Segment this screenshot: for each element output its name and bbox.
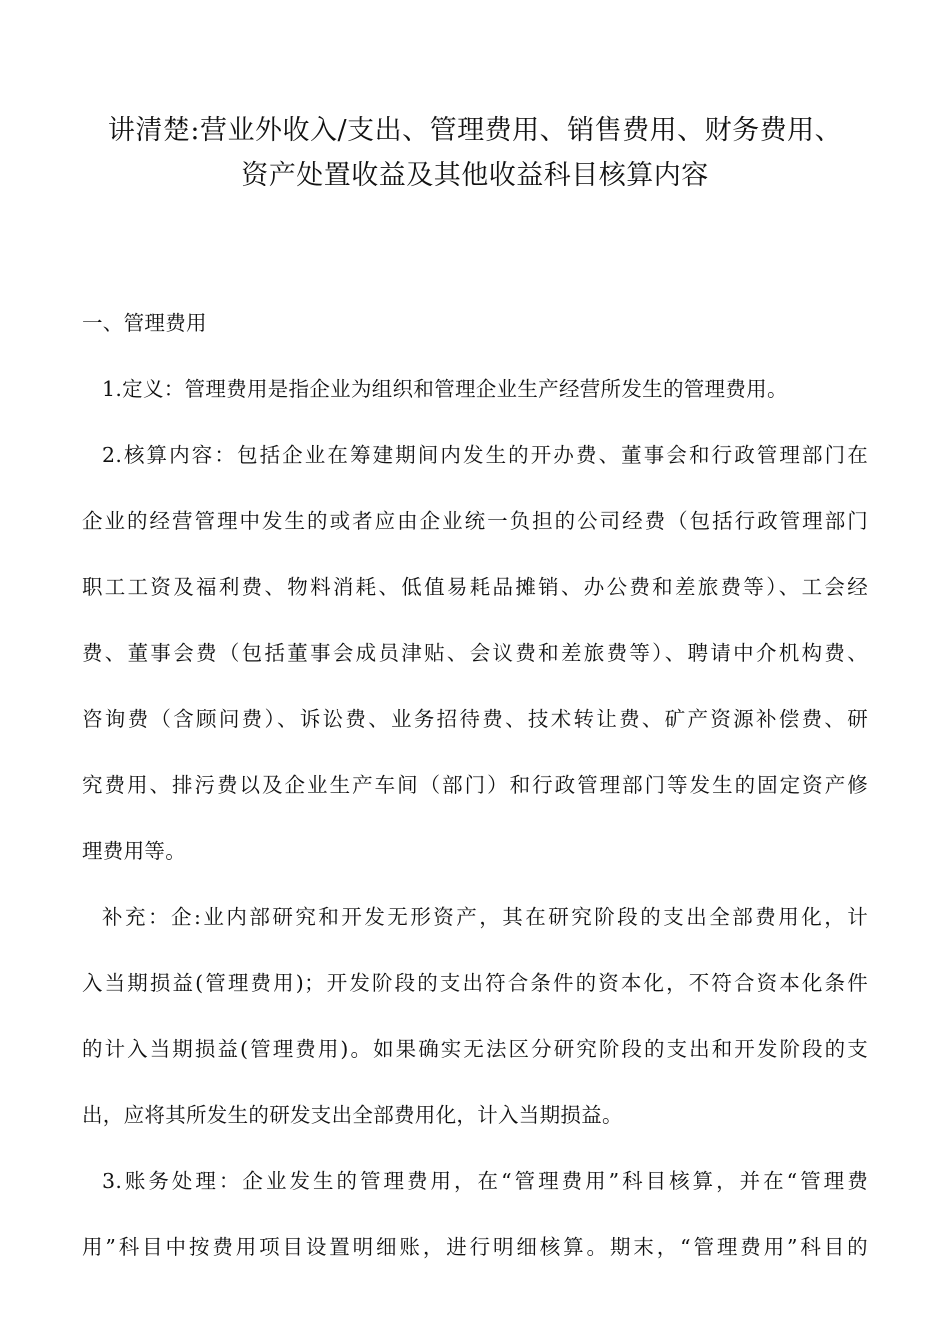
paragraph-line: 入当期损益(管理费用)；开发阶段的支出符合条件的资本化，不符合资本化条件 [82, 971, 868, 995]
title-line-1: 讲清楚:营业外收入/支出、管理费用、销售费用、财务费用、 [107, 115, 843, 146]
paragraph-line: 费、董事会费（包括董事会成员津贴、会议费和差旅费等）、聘请中介机构费、 [82, 641, 868, 665]
paragraph-line: 究费用、排污费以及企业生产车间（部门）和行政管理部门等发生的固定资产修 [82, 773, 868, 797]
paragraph-line: 补充：企:业内部研究和开发无形资产，其在研究阶段的支出全部费用化，计 [102, 905, 868, 929]
document-title [60, 108, 890, 198]
paragraph-line: 出，应将其所发生的研发支出全部费用化，计入当期损益。 [82, 1103, 623, 1127]
paragraph-line: 企业的经营管理中发生的或者应由企业统一负担的公司经费（包括行政管理部门 [82, 509, 868, 533]
paragraph-line: 用”科目中按费用项目设置明细账，进行明细核算。期末，“管理费用”科目的 [82, 1235, 868, 1259]
paragraph-line: 的计入当期损益(管理费用)。如果确实无法区分研究阶段的支出和开发阶段的支 [82, 1037, 868, 1061]
paragraph-line: 3.账务处理：企业发生的管理费用，在“管理费用”科目核算，并在“管理费 [102, 1169, 868, 1193]
content-paragraph [82, 435, 868, 897]
paragraph-line: 2.核算内容：包括企业在筹建期间内发生的开办费、董事会和行政管理部门在 [102, 443, 868, 467]
section-heading: 一、管理费用 [82, 311, 207, 335]
document-body [82, 303, 868, 1293]
paragraph-line: 咨询费（含顾问费）、诉讼费、业务招待费、技术转让费、矿产资源补偿费、研 [82, 707, 868, 731]
supplement-paragraph [82, 897, 868, 1161]
paragraph-line: 职工工资及福利费、物料消耗、低值易耗品摊销、办公费和差旅费等）、工会经 [82, 575, 868, 599]
definition-paragraph: 1.定义：管理费用是指企业为组织和管理企业生产经营所发生的管理费用。 [102, 377, 788, 401]
paragraph-line: 理费用等。 [82, 839, 186, 863]
title-line-2: 资产处置收益及其他收益科目核算内容 [241, 160, 709, 191]
accounting-paragraph [82, 1161, 868, 1293]
